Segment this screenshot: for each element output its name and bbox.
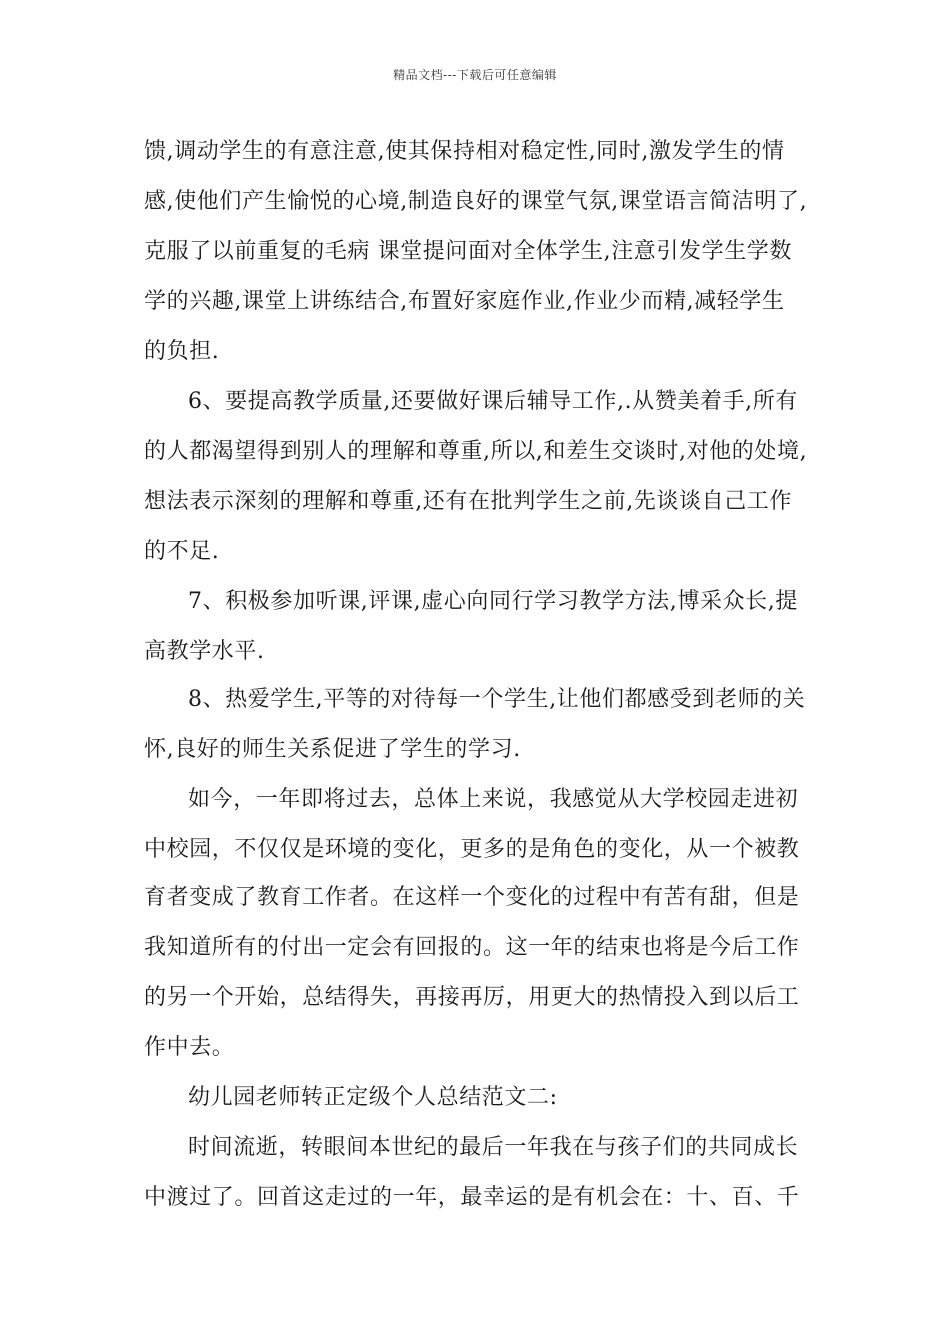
text-line: 的不足. <box>144 539 220 564</box>
text-line: 想法表示深刻的理解和尊重,还有在批判学生之前,先谈谈自己工作 <box>144 489 792 514</box>
text-line: 中校园，不仅仅是环境的变化，更多的是角色的变化，从一个被教 <box>144 837 800 862</box>
text-line: 7、积极参加听课,评课,虚心向同行学习教学方法,博采众长,提 <box>188 589 798 614</box>
text-line: 克服了以前重复的毛病 课堂提问面对全体学生,注意引发学生学数 <box>144 239 792 264</box>
text-line: 6、要提高教学质量,还要做好课后辅导工作,.从赞美着手,所有 <box>188 389 798 414</box>
section-heading: 幼儿园老师转正定级个人总结范文二: <box>188 1085 558 1110</box>
text-line: 的负担. <box>144 339 220 364</box>
text-line: 8、热爱学生,平等的对待每一个学生,让他们都感受到老师的关 <box>188 687 806 712</box>
text-line: 时间流逝，转眼间本世纪的最后一年我在与孩子们的共同成长 <box>188 1135 799 1160</box>
text-line: 高教学水平. <box>144 639 265 664</box>
text-line: 怀,良好的师生关系促进了学生的学习. <box>144 737 521 762</box>
text-line: 作中去。 <box>144 1035 235 1060</box>
text-line: 我知道所有的付出一定会有回报的。这一年的结束也将是今后工作 <box>144 935 800 960</box>
text-line: 如今，一年即将过去，总体上来说，我感觉从大学校园走进初 <box>188 787 799 812</box>
page-header: 精品文档---下载后可任意编辑 <box>393 68 557 82</box>
text-line: 育者变成了教育工作者。在这样一个变化的过程中有苦有甜，但是 <box>144 885 800 910</box>
text-line: 学的兴趣,课堂上讲练结合,布置好家庭作业,作业少而精,减轻学生 <box>144 289 785 314</box>
text-line: 馈,调动学生的有意注意,使其保持相对稳定性,同时,激发学生的情 <box>144 139 785 164</box>
text-line: 的人都渴望得到别人的理解和尊重,所以,和差生交谈时,对他的处境, <box>144 439 808 464</box>
text-line: 的另一个开始，总结得失，再接再厉，用更大的热情投入到以后工 <box>144 985 800 1010</box>
text-line: 感,使他们产生愉悦的心境,制造良好的课堂气氛,课堂语言简洁明了, <box>144 189 808 214</box>
text-line: 中渡过了。回首这走过的一年，最幸运的是有机会在：十、百、千 <box>144 1185 800 1210</box>
